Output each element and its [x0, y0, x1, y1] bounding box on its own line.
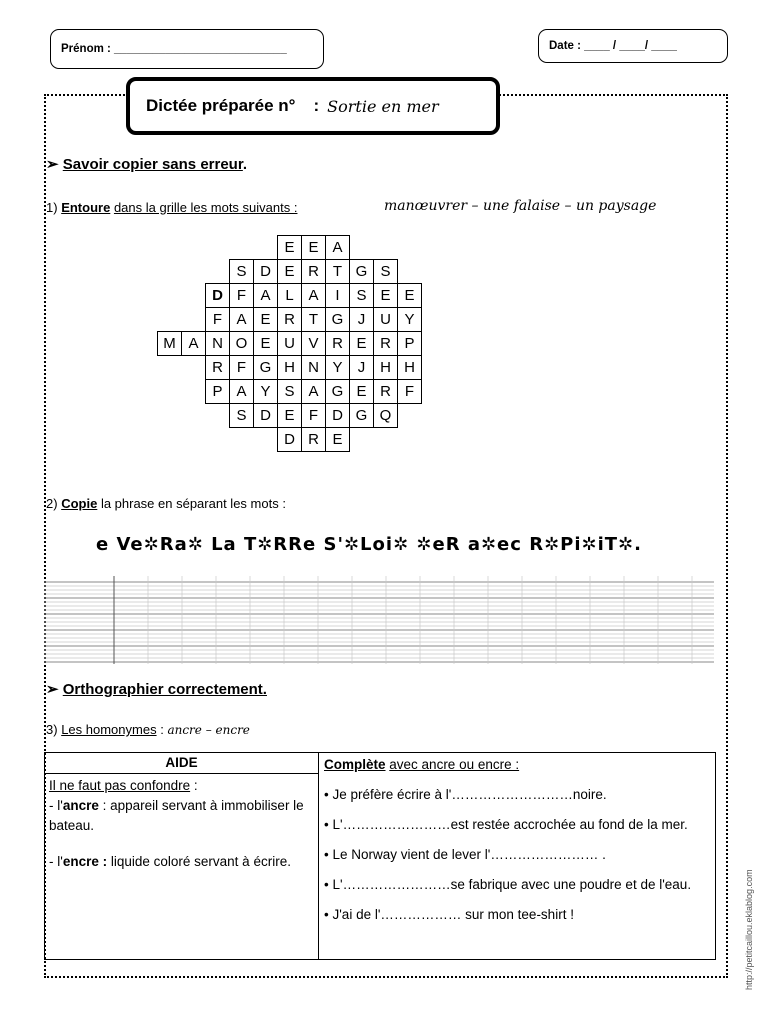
grid-cell[interactable]: V — [301, 331, 326, 356]
grid-cell[interactable]: Y — [325, 355, 350, 380]
grid-cell[interactable]: E — [325, 427, 350, 452]
scrambled-phrase: e Ve✲Ra✲ La T✲RRe S'✲Loi✲ ✲eR a✲ec R✲Pi✲iT✲. — [96, 534, 642, 555]
grid-cell[interactable]: E — [253, 307, 278, 332]
writing-lines[interactable] — [44, 576, 714, 664]
prenom-field[interactable] — [50, 29, 324, 69]
grid-cell[interactable]: D — [253, 403, 278, 428]
grid-cell[interactable]: H — [397, 355, 422, 380]
grid-cell[interactable]: E — [277, 235, 302, 260]
grid-cell[interactable]: A — [181, 331, 206, 356]
sentence-1[interactable]: • Je préfère écrire à l'………………………noire. — [324, 787, 607, 802]
grid-cell[interactable]: A — [229, 379, 254, 404]
aide-column — [45, 753, 319, 959]
grid-cell[interactable]: E — [253, 331, 278, 356]
grid-cell[interactable]: G — [253, 355, 278, 380]
grid-cell[interactable]: R — [325, 331, 350, 356]
homonyms-table — [44, 752, 716, 960]
q1-verb: Entoure — [61, 200, 111, 215]
grid-cell[interactable]: S — [349, 283, 374, 308]
grid-cell[interactable]: Q — [373, 403, 398, 428]
section-copy-title: Savoir copier sans erreur — [62, 156, 243, 173]
grid-cell[interactable]: A — [229, 307, 254, 332]
grid-cell[interactable]: D — [325, 403, 350, 428]
grid-cell[interactable]: A — [301, 283, 326, 308]
grid-cell[interactable]: H — [277, 355, 302, 380]
grid-cell[interactable]: G — [349, 259, 374, 284]
grid-cell[interactable]: P — [397, 331, 422, 356]
grid-cell[interactable]: S — [229, 259, 254, 284]
grid-cell[interactable]: P — [205, 379, 230, 404]
q3-title: Les homonymes — [61, 722, 157, 737]
grid-cell[interactable]: F — [229, 283, 254, 308]
sentence-4[interactable]: • L'……………………se fabrique avec une poudre et de l'eau. — [324, 877, 692, 892]
aide-line-1: Il ne faut pas confondre : — [49, 778, 198, 793]
question-1: 1) Entoure dans la grille les mots suivants : — [46, 200, 298, 215]
grid-cell[interactable]: R — [373, 379, 398, 404]
word-search-grid — [158, 236, 458, 466]
grid-cell[interactable]: R — [205, 355, 230, 380]
aide-line-2: - l'ancre : appareil servant à immobiliser le bateau. — [49, 798, 304, 833]
grid-cell[interactable]: H — [373, 355, 398, 380]
section-copy-heading: ➢ Savoir copier sans erreur. — [46, 156, 248, 173]
grid-cell[interactable]: O — [229, 331, 254, 356]
grid-cell[interactable]: M — [157, 331, 182, 356]
grid-cell[interactable]: E — [301, 235, 326, 260]
grid-cell[interactable]: Y — [253, 379, 278, 404]
arrow-icon: ➢ — [46, 681, 59, 698]
grid-cell[interactable]: G — [325, 307, 350, 332]
grid-cell[interactable]: A — [253, 283, 278, 308]
complete-instruction: Complète avec ancre ou encre : — [324, 757, 520, 772]
q3-words: ancre – encre — [167, 723, 250, 737]
sentence-3[interactable]: • Le Norway vient de lever l'…………………… . — [324, 847, 606, 862]
sentence-5[interactable]: • J'ai de l'……………… sur mon tee-shirt ! — [324, 907, 574, 922]
grid-cell[interactable]: F — [301, 403, 326, 428]
q1-text: dans la grille les mots suivants : — [113, 200, 298, 215]
grid-cell[interactable]: R — [301, 259, 326, 284]
grid-cell[interactable]: D — [205, 283, 230, 308]
exercise-column — [319, 753, 715, 959]
question-2: 2) Copie la phrase en séparant les mots : — [46, 496, 286, 511]
grid-cell[interactable]: A — [301, 379, 326, 404]
grid-cell[interactable]: T — [325, 259, 350, 284]
grid-cell[interactable]: E — [397, 283, 422, 308]
grid-cell[interactable]: U — [373, 307, 398, 332]
grid-cell[interactable]: A — [325, 235, 350, 260]
grid-cell[interactable]: R — [373, 331, 398, 356]
title-box — [126, 77, 500, 135]
date-label: Date : ____ / ____/ ____ — [549, 40, 677, 52]
grid-cell[interactable]: J — [349, 355, 374, 380]
grid-cell[interactable]: R — [277, 307, 302, 332]
grid-cell[interactable]: Y — [397, 307, 422, 332]
arrow-icon: ➢ — [46, 156, 59, 173]
grid-cell[interactable]: E — [349, 331, 374, 356]
title-colon: : — [313, 96, 320, 115]
aide-line-3: - l'encre : liquide coloré servant à écrire. — [49, 854, 291, 869]
grid-cell[interactable]: E — [373, 283, 398, 308]
question-3: 3) Les homonymes : ancre – encre — [46, 722, 250, 737]
grid-cell[interactable]: N — [205, 331, 230, 356]
prenom-label: Prénom : ___________________________ — [61, 43, 287, 55]
grid-cell[interactable]: S — [373, 259, 398, 284]
grid-cell[interactable]: D — [253, 259, 278, 284]
grid-cell[interactable]: S — [229, 403, 254, 428]
grid-cell[interactable]: S — [277, 379, 302, 404]
grid-cell[interactable]: J — [349, 307, 374, 332]
grid-cell[interactable]: T — [301, 307, 326, 332]
grid-cell[interactable]: G — [349, 403, 374, 428]
grid-cell[interactable]: D — [277, 427, 302, 452]
grid-cell[interactable]: E — [277, 259, 302, 284]
section-spelling-heading — [46, 680, 267, 698]
sentence-2[interactable]: • L'……………………est restée accrochée au fond de la mer. — [324, 817, 688, 832]
title-theme: Sortie en mer — [327, 96, 439, 116]
aide-header: AIDE — [45, 753, 318, 774]
date-field[interactable] — [538, 29, 728, 63]
grid-cell[interactable]: I — [325, 283, 350, 308]
section-spelling-title: Orthographier correctement. — [62, 681, 267, 698]
grid-cell[interactable]: F — [397, 379, 422, 404]
grid-cell[interactable]: R — [301, 427, 326, 452]
q1-words: manœuvrer – une falaise – un paysage — [384, 198, 657, 214]
grid-cell[interactable]: N — [301, 355, 326, 380]
grid-cell[interactable]: F — [229, 355, 254, 380]
grid-cell[interactable]: F — [205, 307, 230, 332]
q2-text: la phrase en séparant les mots : — [100, 496, 286, 511]
title-label: Dictée préparée n° — [146, 96, 296, 115]
grid-cell[interactable]: G — [325, 379, 350, 404]
grid-cell[interactable]: U — [277, 331, 302, 356]
q2-verb: Copie — [61, 496, 98, 511]
side-credit: http://petitcaillou.eklablog.com — [744, 869, 754, 990]
grid-cell[interactable]: L — [277, 283, 302, 308]
grid-cell[interactable]: E — [349, 379, 374, 404]
grid-cell[interactable]: E — [277, 403, 302, 428]
